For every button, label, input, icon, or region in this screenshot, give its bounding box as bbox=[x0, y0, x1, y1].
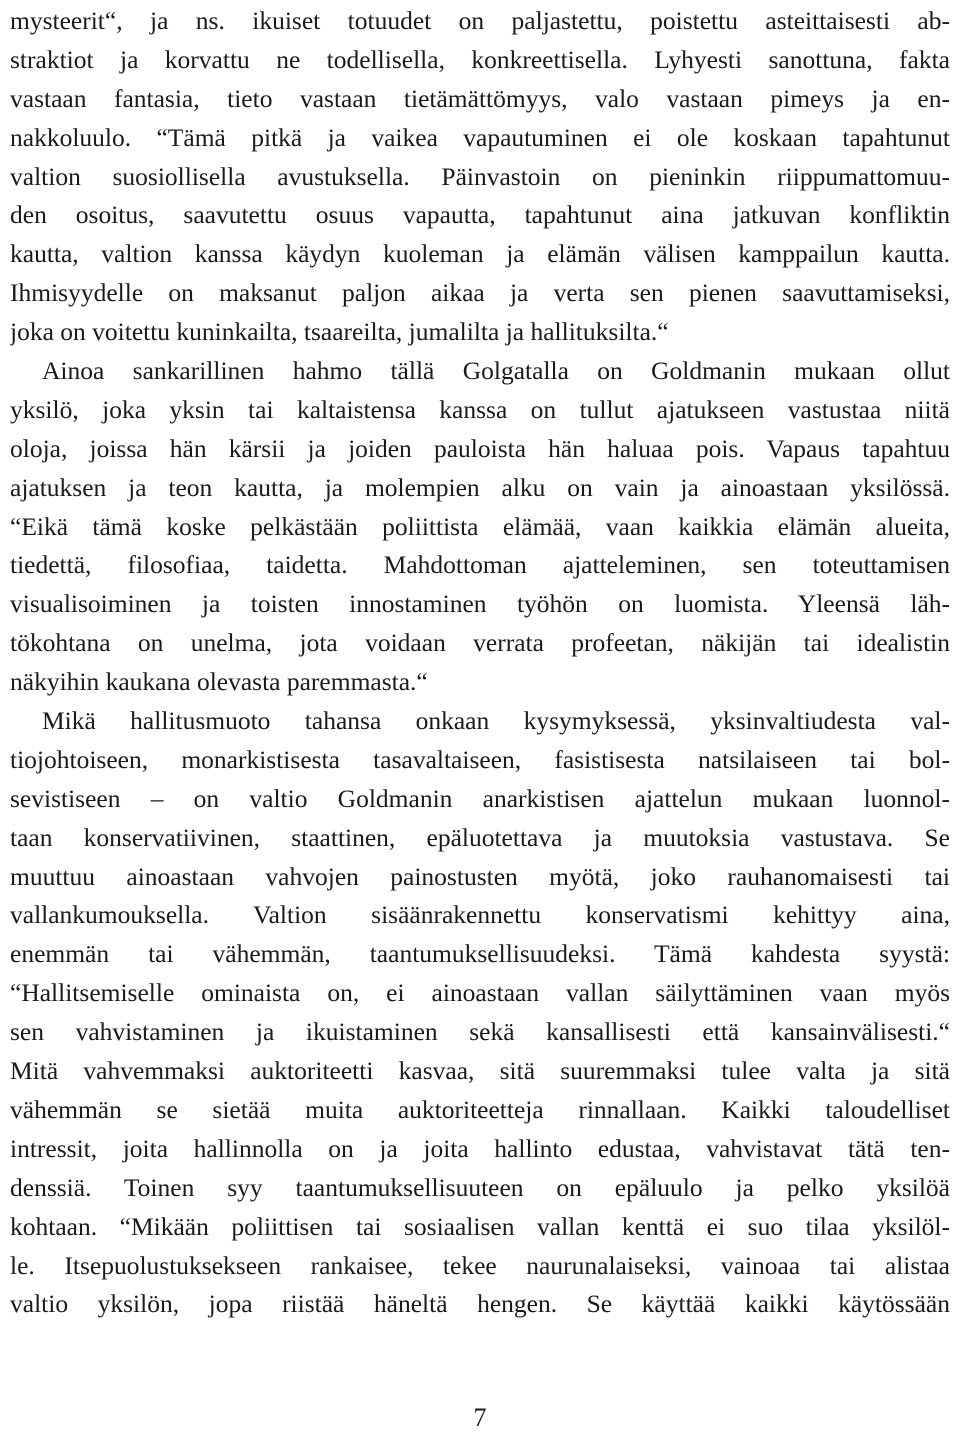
text-line: tökohtana on unelma, jota voidaan verrata profeetan, näkijän tai idealistin bbox=[10, 628, 950, 658]
text-line: joka on voitettu kuninkailta, tsaareilta, jumalilta ja hallituksilta.“ bbox=[10, 317, 669, 347]
text-line: muuttuu ainoastaan vahvojen painostusten myötä, joko rauhanomaisesti tai bbox=[10, 861, 950, 891]
text-line: nakkoluulo. “Tämä pitkä ja vaikea vapautuminen ei ole koskaan tapahtunut bbox=[10, 122, 950, 152]
text-line: tiedettä, filosofiaa, taidetta. Mahdottoman ajatteleminen, sen toteuttamisen bbox=[10, 550, 950, 580]
text-line: tiojohtoiseen, monarkistisesta tasavaltaiseen, fasistisesta natsilaiseen tai bol- bbox=[10, 744, 950, 774]
text-line: valtion suosiollisella avustuksella. Päinvastoin on pieninkin riippumattomuu- bbox=[10, 161, 950, 191]
text-line: vallankumouksella. Valtion sisäänrakennettu konservatismi kehittyy aina, bbox=[10, 900, 950, 930]
text-line: taan konservatiivinen, staattinen, epäluotettava ja muutoksia vastustava. Se bbox=[10, 822, 950, 852]
text-line: vähemmän se sietää muita auktoriteetteja rinnallaan. Kaikki taloudelliset bbox=[10, 1094, 950, 1124]
text-line: yksilö, joka yksin tai kaltaistensa kanssa on tullut ajatukseen vastustaa niitä bbox=[10, 394, 950, 424]
text-line: kohtaan. “Mikään poliittisen tai sosiaalisen vallan kenttä ei suo tilaa yksilöl- bbox=[10, 1211, 950, 1241]
text-line: “Eikä tämä koske pelkästään poliittista elämää, vaan kaikkia elämän alueita, bbox=[10, 511, 950, 541]
text-line: sen vahvistaminen ja ikuistaminen sekä kansallisesti että kansainvälisesti.“ bbox=[10, 1017, 950, 1047]
text-line: Ihmisyydelle on maksanut paljon aikaa ja verta sen pienen saavuttamiseksi, bbox=[10, 278, 950, 308]
text-line: den osoitus, saavutettu osuus vapautta, tapahtunut aina jatkuvan konfliktin bbox=[10, 200, 950, 230]
text-line: kautta, valtion kanssa käydyn kuoleman ja elämän välisen kamppailun kautta. bbox=[10, 239, 950, 269]
text-line: valtio yksilön, jopa riistää häneltä hengen. Se käyttää kaikki käytössään bbox=[10, 1289, 950, 1319]
text-line: Ainoa sankarillinen hahmo tällä Golgatalla on Goldmanin mukaan ollut bbox=[42, 356, 950, 386]
text-line: denssiä. Toinen syy taantumuksellisuuteen on epäluulo ja pelko yksilöä bbox=[10, 1172, 950, 1202]
page-number: 7 bbox=[473, 1403, 487, 1432]
text-line: sevistiseen – on valtio Goldmanin anarkistisen ajattelun mukaan luonnol- bbox=[10, 783, 950, 813]
text-line: straktiot ja korvattu ne todellisella, konkreettisella. Lyhyesti sanottuna, fakta bbox=[10, 44, 950, 74]
text-line: Mitä vahvemmaksi auktoriteetti kasvaa, sitä suuremmaksi tulee valta ja sitä bbox=[10, 1056, 950, 1086]
text-line: “Hallitsemiselle ominaista on, ei ainoastaan vallan säilyttäminen vaan myös bbox=[10, 978, 950, 1008]
text-line: vastaan fantasia, tieto vastaan tietämättömyys, valo vastaan pimeys ja en- bbox=[10, 83, 950, 113]
text-line: näkyihin kaukana olevasta paremmasta.“ bbox=[10, 667, 428, 697]
text-line: Mikä hallitusmuoto tahansa onkaan kysymyksessä, yksinvaltiudesta val- bbox=[42, 706, 950, 736]
text-line: enemmän tai vähemmän, taantumuksellisuudeksi. Tämä kahdesta syystä: bbox=[10, 939, 950, 969]
document-page bbox=[10, 0, 950, 1324]
text-line: le. Itsepuolustuksekseen rankaisee, tekee naurunalaiseksi, vainoaa tai alistaa bbox=[10, 1250, 950, 1280]
text-line: mysteerit“, ja ns. ikuiset totuudet on paljastettu, poistettu asteittaisesti ab- bbox=[10, 6, 950, 35]
text-line: intressit, joita hallinnolla on ja joita hallinto edustaa, vahvistavat tätä ten- bbox=[10, 1133, 950, 1163]
text-line: ajatuksen ja teon kautta, ja molempien alku on vain ja ainoastaan yksilössä. bbox=[10, 472, 950, 502]
text-line: oloja, joissa hän kärsii ja joiden pauloista hän haluaa pois. Vapaus tapahtuu bbox=[10, 433, 950, 463]
text-line: visualisoiminen ja toisten innostaminen työhön on luomista. Yleensä läh- bbox=[10, 589, 950, 619]
